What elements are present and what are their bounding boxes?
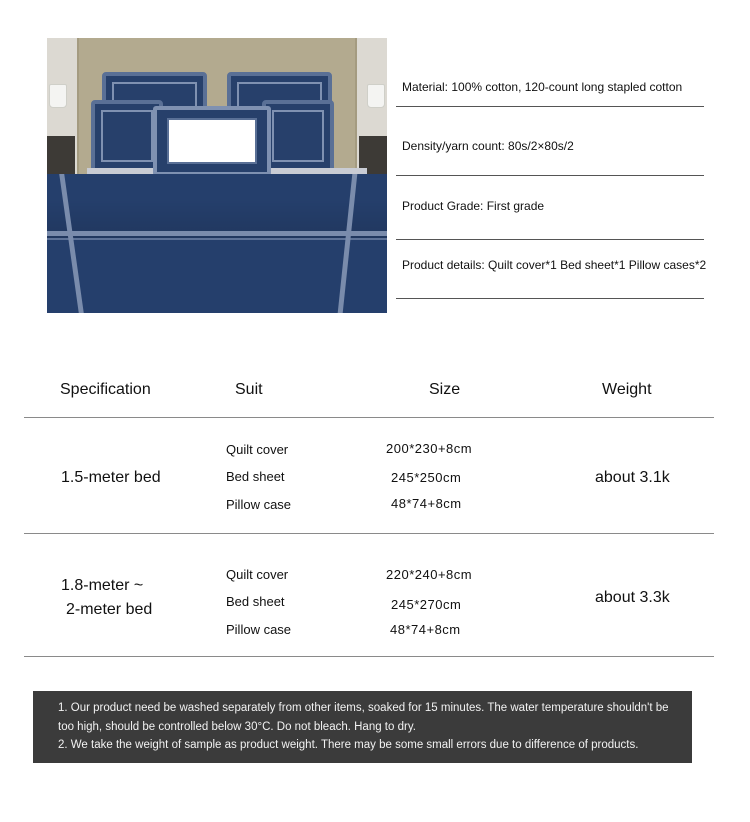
size-cell: 48*74+8cm <box>391 496 462 511</box>
table-divider <box>24 656 714 657</box>
suit-cell: Bed sheet <box>226 469 285 484</box>
table-divider <box>24 533 714 534</box>
duvet-stripe <box>47 238 387 240</box>
decorative-pillow <box>153 106 271 176</box>
info-text: Product details: Quilt cover*1 Bed sheet*1 Pillow cases*2 <box>402 258 707 272</box>
suit-cell: Pillow case <box>226 622 292 637</box>
suit-cell: Bed sheet <box>226 594 285 609</box>
size-cell: 200*230+8cm <box>386 441 473 456</box>
spec-cell: 1.8-meter ~ <box>61 577 144 594</box>
weight-cell: about 3.1k <box>595 469 670 486</box>
pillow <box>262 100 334 172</box>
size-cell: 48*74+8cm <box>390 622 461 637</box>
note-item: 2. We take the weight of sample as product weight. There may be some small errors due to difference of products. <box>58 739 639 751</box>
note-item: 1. Our product need be washed separately from other items, soaked for 15 minutes. The water temperature shouldn't be too high, should be controlled below 30°C. Do not bleach. Hang to dry. <box>58 702 669 733</box>
info-text: Density/yarn count: 80s/2×80s/2 <box>402 139 574 153</box>
suit-cell: Quilt cover <box>226 567 289 582</box>
table-divider <box>24 417 714 418</box>
info-density <box>396 117 704 176</box>
header-specification: Specification <box>60 381 151 398</box>
weight-cell: about 3.3k <box>595 589 670 606</box>
size-cell: 220*240+8cm <box>386 567 473 582</box>
lamp-icon <box>49 84 67 108</box>
info-grade <box>396 181 704 240</box>
suit-cell: Pillow case <box>226 497 292 512</box>
header-size: Size <box>429 381 461 398</box>
duvet <box>47 174 387 313</box>
size-cell: 245*250cm <box>391 470 462 485</box>
lamp-icon <box>367 84 385 108</box>
suit-cell: Quilt cover <box>226 442 289 457</box>
header-suit: Suit <box>235 381 263 398</box>
info-text: Material: 100% cotton, 120-count long stapled cotton <box>402 80 683 94</box>
header-weight: Weight <box>602 381 652 398</box>
decorative-pillow-center <box>167 118 257 164</box>
info-text: Product Grade: First grade <box>402 199 545 213</box>
info-material <box>396 48 704 107</box>
spec-cell: 1.5-meter bed <box>61 469 161 486</box>
info-details <box>396 240 707 299</box>
product-photo <box>47 38 387 313</box>
spec-cell: 2-meter bed <box>66 601 153 618</box>
care-notes <box>33 691 692 763</box>
size-cell: 245*270cm <box>391 597 462 612</box>
duvet-stripe <box>47 231 387 236</box>
